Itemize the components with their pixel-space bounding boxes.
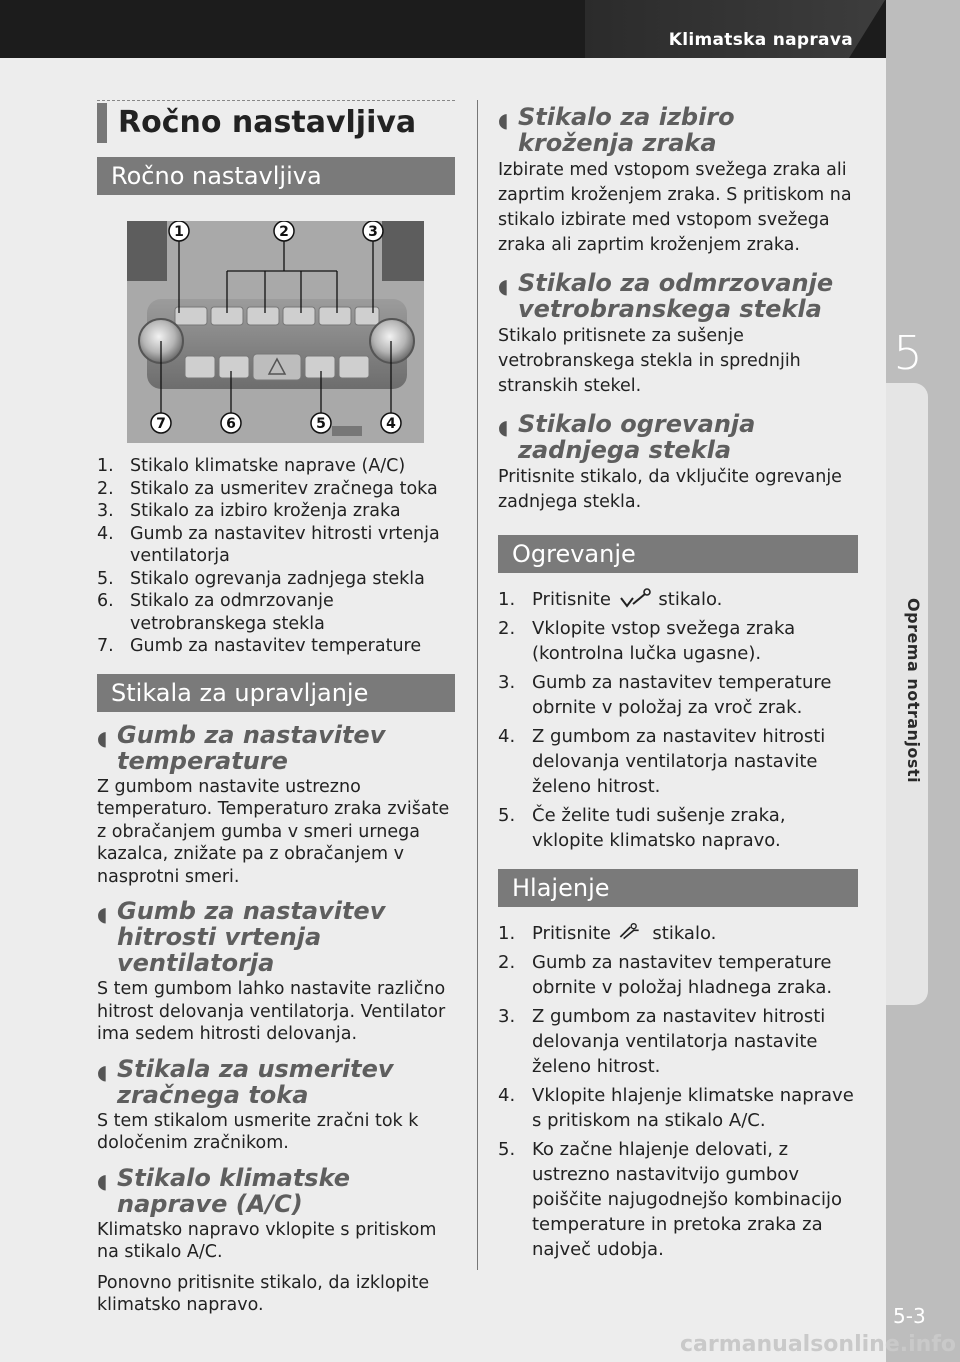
left-column: [97, 100, 455, 1317]
body-paragraph: Stikalo pritisnete za sušenje vetrobranskega stekla in sprednjih stranskih stekel.: [498, 326, 801, 396]
page-number: 5-3: [893, 1304, 926, 1328]
callout-2: 2: [279, 224, 289, 240]
chapter-label: Oprema notranjosti: [904, 598, 923, 784]
list-item: 4. Z gumbom za nastavitev hitrosti delovanja ventilatorja nastavite želeno hitrost.: [498, 726, 826, 797]
section-heading: Ročno nastavljiva: [97, 157, 455, 195]
list-item: 4. Gumb za nastavitev hitrosti vrtenja ventilatorja: [97, 523, 440, 566]
chevron-icon: ◖: [97, 1059, 108, 1084]
control-panel-illustration: [127, 221, 424, 443]
list-item: 5. Če želite tudi sušenje zraka, vklopite klimatsko napravo.: [498, 805, 786, 851]
figure-legend-list: [97, 455, 455, 658]
list-item: 4. Vklopite hlajenje klimatske naprave s pritiskom na stikalo A/C.: [498, 1085, 854, 1131]
callout-7: 7: [156, 416, 166, 432]
list-item: 1. Pritisnite stikalo.: [498, 923, 717, 944]
callout-3: 3: [368, 224, 378, 240]
callout-5: 5: [316, 416, 326, 432]
watermark: carmanualsonline.info: [680, 1332, 956, 1357]
subsection-heading: ◖ Stikalo za odmrzovanje vetrobranskega stekla: [498, 269, 834, 323]
main-title-block: [97, 100, 455, 144]
subsection-heading: ◖ Stikalo za izbiro kroženja zraka: [498, 103, 735, 157]
body-paragraph: Pritisnite stikalo, da vključite ogrevanje zadnjega stekla.: [498, 467, 842, 512]
body-paragraph: Klimatsko napravo vklopite s pritiskom na stikalo A/C.: [97, 1219, 437, 1262]
list-item: 2. Vklopite vstop svežega zraka (kontrolna lučka ugasne).: [498, 618, 796, 664]
chevron-icon: ◖: [97, 725, 108, 750]
page-title: Ročno nastavljiva: [118, 105, 417, 140]
body-paragraph: Ponovno pritisnite stikalo, da izklopite klimatsko napravo.: [97, 1272, 430, 1315]
heat-mode-icon: [617, 588, 653, 608]
section-heading: Stikala za upravljanje: [97, 674, 455, 712]
title-accent-bar: [97, 103, 107, 143]
callout-6: 6: [226, 416, 236, 432]
climate-control-panel-figure: [127, 221, 424, 443]
list-item: 2. Stikalo za usmeritev zračnega toka: [97, 478, 438, 499]
subsection-heading: ◖ Gumb za nastavitev hitrosti vrtenja ventilatorja: [97, 897, 386, 977]
body-paragraph: S tem gumbom lahko nastavite različno hitrost delovanja ventilatorja. Ventilator ima sedem hitrosti delovanja.: [97, 979, 446, 1044]
body-paragraph: Z gumbom nastavite ustrezno temperaturo. Temperaturo zraka zvišate z obračanjem gumba v smeri urnega kazalca, znižate pa z obračanjem v nasprotni smeri.: [97, 776, 450, 887]
callout-1: 1: [174, 224, 184, 240]
chevron-icon: ◖: [498, 108, 509, 132]
list-item: 5. Stikalo ogrevanja zadnjega stekla: [97, 568, 425, 589]
subsection-heading: ◖ Stikala za usmeritev zračnega toka: [97, 1054, 394, 1109]
list-item: 3. Gumb za nastavitev temperature obrnite v položaj za vroč zrak.: [498, 672, 832, 718]
chevron-icon: ◖: [498, 415, 509, 439]
right-column: [498, 100, 858, 1266]
list-item: 1. Pritisnite stikalo.: [498, 589, 723, 610]
chapter-number: 5: [893, 326, 923, 380]
chevron-icon: ◖: [498, 274, 509, 298]
list-item: 7. Gumb za nastavitev temperature: [97, 636, 422, 656]
subsection-heading: ◖ Stikalo ogrevanja zadnjega stekla: [498, 410, 756, 464]
list-item: 3. Z gumbom za nastavitev hitrosti delovanja ventilatorja nastavite želeno hitrost.: [498, 1006, 826, 1077]
list-item: 6. Stikalo za odmrzovanje vetrobranskega stekla: [97, 591, 334, 634]
chevron-icon: ◖: [97, 1168, 108, 1193]
list-item: 5. Ko začne hlajenje delovati, z ustrezno nastavitvijo gumbov poiščite najugodnejšo kombinacijo temperature in pretoka zraka za največ udobja.: [498, 1139, 842, 1260]
list-item: 3. Stikalo za izbiro kroženja zraka: [97, 501, 401, 521]
list-item: 2. Gumb za nastavitev temperature obrnite v položaj hladnega zraka.: [498, 952, 833, 998]
cooling-steps: [498, 921, 858, 1262]
page-header-title: Klimatska naprava: [668, 30, 853, 50]
face-vent-icon: [617, 922, 647, 942]
subsection-heading: ◖ Gumb za nastavitev temperature: [97, 720, 386, 775]
subsection-heading: ◖ Stikalo klimatske naprave (A/C): [97, 1163, 350, 1218]
section-heading: Ogrevanje: [498, 535, 858, 573]
list-item: 1. Stikalo klimatske naprave (A/C): [97, 456, 406, 476]
column-divider: [477, 100, 478, 1270]
callout-4: 4: [386, 416, 396, 432]
section-heading: Hlajenje: [498, 869, 858, 907]
body-paragraph: Izbirate med vstopom svežega zraka ali zaprtim kroženjem zraka. S pritiskom na stikalo izbirate med vstopom svežega zraka ali zaprtim kroženjem zraka.: [498, 160, 852, 255]
heating-steps: [498, 587, 858, 853]
body-paragraph: S tem stikalom usmerite zračni tok k določenim zračnikom.: [97, 1110, 419, 1153]
chevron-icon: ◖: [97, 902, 108, 926]
